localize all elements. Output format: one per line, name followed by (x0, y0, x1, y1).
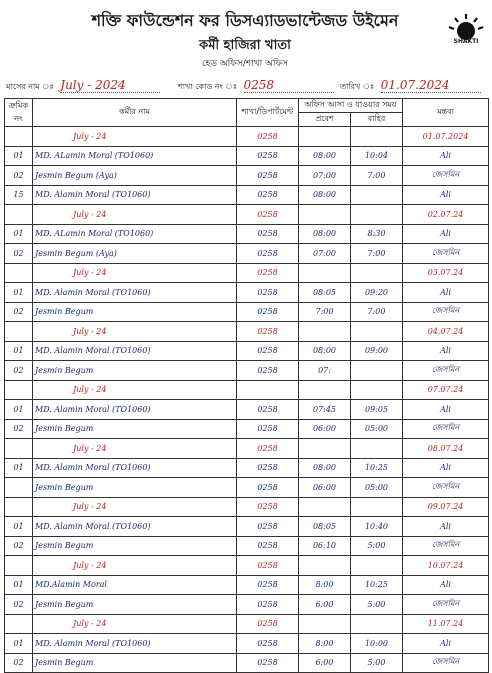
logo-text: SHAKTI (453, 38, 479, 45)
serial-cell: 02 (5, 244, 33, 264)
exit-time-cell: 05:00 (351, 419, 403, 439)
name-cell: Jesmin Begum (Aya) (33, 244, 237, 264)
serial-cell: 01 (5, 146, 33, 166)
remarks-cell: 09.07.24 (403, 497, 489, 517)
entry-time-cell: 08:00 (299, 458, 351, 478)
entry-header: প্রবেশ (299, 113, 351, 127)
exit-time-cell: 10:04 (351, 146, 403, 166)
name-cell: MD. Alamin Moral (TO1060) (33, 458, 237, 478)
remarks-cell: Ali (403, 400, 489, 420)
name-cell: July - 24 (33, 380, 237, 400)
month-field (6, 78, 160, 92)
serial-cell: 02 (5, 166, 33, 186)
branch-cell: 0258 (237, 244, 299, 264)
serial-cell: 01 (5, 517, 33, 537)
exit-time-cell (351, 361, 403, 381)
table-row (5, 653, 489, 673)
remarks-cell: জেসমিন (403, 361, 489, 381)
branch-cell: 0258 (237, 283, 299, 303)
branch-cell: 0258 (237, 185, 299, 205)
branch-cell: 0258 (237, 302, 299, 322)
branch-cell: 0258 (237, 361, 299, 381)
remarks-cell: 04.07.24 (403, 322, 489, 342)
exit-time-cell: 5:00 (351, 595, 403, 615)
branch-cell: 0258 (237, 400, 299, 420)
month-label: মাসের নাম ঃ (6, 82, 54, 91)
exit-time-cell (351, 127, 403, 147)
branch-cell: 0258 (237, 439, 299, 459)
table-row (5, 361, 489, 381)
exit-time-cell: 10:25 (351, 575, 403, 595)
exit-time-cell (351, 380, 403, 400)
table-row (5, 302, 489, 322)
entry-time-cell: 07:45 (299, 400, 351, 420)
entry-time-cell (299, 439, 351, 459)
name-cell: MD. ALamin Moral (TO1060) (33, 224, 237, 244)
branch-cell: 0258 (237, 575, 299, 595)
remarks-cell: 03.07.24 (403, 263, 489, 283)
register-header (0, 0, 492, 92)
remarks-header: মন্তব্য (403, 99, 489, 127)
branch-header: শাখা/ডিপার্টমেন্ট (237, 99, 299, 127)
name-cell: July - 24 (33, 322, 237, 342)
name-cell: July - 24 (33, 556, 237, 576)
branch-code-field (178, 78, 334, 92)
entry-time-cell: 6:00 (299, 595, 351, 615)
serial-cell (5, 614, 33, 634)
entry-time-cell (299, 322, 351, 342)
remarks-cell: জেসমিন (403, 244, 489, 264)
branch-cell: 0258 (237, 653, 299, 673)
branch-code-label: শাখা কোড নং ঃ (178, 82, 237, 91)
serial-cell (5, 322, 33, 342)
exit-time-cell: 10:25 (351, 458, 403, 478)
name-cell: Jesmin Begum (33, 302, 237, 322)
exit-time-cell (351, 185, 403, 205)
date-row (5, 497, 489, 517)
remarks-cell: Ali (403, 283, 489, 303)
table-row (5, 595, 489, 615)
remarks-cell: Ali (403, 185, 489, 205)
serial-cell: 01 (5, 458, 33, 478)
name-cell: MD. Alamin Moral (TO1060) (33, 341, 237, 361)
entry-time-cell (299, 380, 351, 400)
name-cell: Jesmin Begum (33, 536, 237, 556)
table-row (5, 341, 489, 361)
remarks-cell: Ali (403, 634, 489, 654)
serial-cell: 01 (5, 341, 33, 361)
name-cell: July - 24 (33, 497, 237, 517)
serial-cell: 02 (5, 302, 33, 322)
entry-time-cell: 08:00 (299, 224, 351, 244)
remarks-cell: 10.07.24 (403, 556, 489, 576)
serial-cell: 02 (5, 361, 33, 381)
entry-time-cell (299, 614, 351, 634)
entry-time-cell: 08:00 (299, 341, 351, 361)
date-value: 01.07.2024 (381, 78, 481, 93)
exit-time-cell (351, 205, 403, 225)
exit-time-cell: 05:00 (351, 478, 403, 498)
table-row (5, 536, 489, 556)
name-cell: July - 24 (33, 614, 237, 634)
name-cell: MD.Alamin Moral (33, 575, 237, 595)
table-row (5, 400, 489, 420)
date-row (5, 322, 489, 342)
exit-time-cell: 5:00 (351, 536, 403, 556)
time-group-header: অফিস আসা ও যাওয়ার সময় (299, 99, 403, 113)
name-cell: MD. Alamin Moral (TO1060) (33, 517, 237, 537)
branch-cell: 0258 (237, 478, 299, 498)
office-title: হেড অফিস/শাখা অফিস (202, 59, 288, 69)
branch-cell: 0258 (237, 205, 299, 225)
remarks-cell: 02.07.24 (403, 205, 489, 225)
table-row (5, 458, 489, 478)
branch-cell: 0258 (237, 263, 299, 283)
remarks-cell: Ali (403, 146, 489, 166)
date-label: তারিখ ঃ (340, 82, 375, 91)
date-row (5, 556, 489, 576)
exit-time-cell: 7:00 (351, 302, 403, 322)
register-title: কর্মী হাজিরা খাতা (199, 38, 291, 53)
remarks-cell: 11.07.24 (403, 614, 489, 634)
entry-time-cell: 08:05 (299, 517, 351, 537)
serial-cell: 01 (5, 224, 33, 244)
exit-time-cell (351, 614, 403, 634)
entry-time-cell (299, 205, 351, 225)
entry-time-cell: 6:00 (299, 653, 351, 673)
serial-cell (5, 263, 33, 283)
remarks-cell: Ali (403, 458, 489, 478)
serial-cell: 01 (5, 283, 33, 303)
serial-cell: 01 (5, 400, 33, 420)
attendance-table (4, 98, 489, 673)
branch-cell: 0258 (237, 224, 299, 244)
entry-time-cell (299, 556, 351, 576)
name-cell: July - 24 (33, 439, 237, 459)
branch-cell: 0258 (237, 341, 299, 361)
remarks-cell: জেসমিন (403, 166, 489, 186)
branch-cell: 0258 (237, 146, 299, 166)
exit-time-cell: 09:00 (351, 341, 403, 361)
remarks-cell: Ali (403, 224, 489, 244)
name-cell: Jesmin Begum (33, 478, 237, 498)
serial-cell (5, 478, 33, 498)
branch-cell: 0258 (237, 614, 299, 634)
table-row (5, 224, 489, 244)
name-cell: MD. ALamin Moral (TO1060) (33, 146, 237, 166)
entry-time-cell: 7:00 (299, 302, 351, 322)
name-cell: Jesmin Begum (33, 361, 237, 381)
exit-time-cell: 09:20 (351, 283, 403, 303)
remarks-cell: 08.07.24 (403, 439, 489, 459)
serial-header: ক্রমিক নং (5, 99, 33, 127)
branch-cell: 0258 (237, 556, 299, 576)
exit-time-cell (351, 439, 403, 459)
entry-time-cell: 08:00 (299, 185, 351, 205)
entry-time-cell: 8:00 (299, 634, 351, 654)
remarks-cell: Ali (403, 517, 489, 537)
exit-time-cell: 09:05 (351, 400, 403, 420)
exit-time-cell (351, 263, 403, 283)
branch-cell: 0258 (237, 595, 299, 615)
exit-time-cell: 7:00 (351, 244, 403, 264)
remarks-cell: জেসমিন (403, 595, 489, 615)
serial-cell: 02 (5, 653, 33, 673)
serial-cell (5, 439, 33, 459)
branch-cell: 0258 (237, 166, 299, 186)
entry-time-cell: 06:10 (299, 536, 351, 556)
table-row (5, 517, 489, 537)
exit-time-cell (351, 497, 403, 517)
date-row (5, 127, 489, 147)
serial-cell (5, 127, 33, 147)
name-cell: MD. Alamin Moral (TO1060) (33, 400, 237, 420)
table-row (5, 283, 489, 303)
entry-time-cell (299, 263, 351, 283)
entry-time-cell: 06:00 (299, 419, 351, 439)
remarks-cell: Ali (403, 575, 489, 595)
name-cell: Jesmin Begum (33, 653, 237, 673)
exit-header: বাহির (351, 113, 403, 127)
serial-cell: 01 (5, 575, 33, 595)
exit-time-cell: 5:00 (351, 653, 403, 673)
name-cell: Jesmin Begum (33, 595, 237, 615)
table-row (5, 575, 489, 595)
remarks-cell: জেসমিন (403, 302, 489, 322)
name-cell: July - 24 (33, 205, 237, 225)
table-row (5, 634, 489, 654)
table-row (5, 244, 489, 264)
date-row (5, 380, 489, 400)
name-cell: MD. Alamin Moral (TO1060) (33, 634, 237, 654)
organization-title: শক্তি ফাউন্ডেশন ফর ডিসএ্যাডভান্টেজড উইমেন (91, 11, 399, 30)
branch-cell: 0258 (237, 458, 299, 478)
serial-cell (5, 205, 33, 225)
name-cell: July - 24 (33, 263, 237, 283)
date-row (5, 205, 489, 225)
remarks-cell: জেসমিন (403, 419, 489, 439)
branch-code-value: 0258 (244, 78, 334, 93)
branch-cell: 0258 (237, 419, 299, 439)
entry-time-cell: 07:00 (299, 244, 351, 264)
serial-cell: 02 (5, 595, 33, 615)
name-header: কর্মীর নাম (33, 99, 237, 127)
serial-cell: 15 (5, 185, 33, 205)
exit-time-cell: 10:40 (351, 517, 403, 537)
exit-time-cell: 7:00 (351, 166, 403, 186)
exit-time-cell (351, 556, 403, 576)
entry-time-cell: 07: (299, 361, 351, 381)
date-field (340, 78, 481, 92)
entry-time-cell: 08:00 (299, 146, 351, 166)
table-row (5, 478, 489, 498)
branch-cell: 0258 (237, 634, 299, 654)
name-cell: Jesmin Begum (Aya) (33, 166, 237, 186)
table-row (5, 185, 489, 205)
name-cell: July - 24 (33, 127, 237, 147)
exit-time-cell: 10:00 (351, 634, 403, 654)
branch-cell: 0258 (237, 517, 299, 537)
exit-time-cell (351, 322, 403, 342)
branch-cell: 0258 (237, 322, 299, 342)
remarks-cell: 01.07.2024 (403, 127, 489, 147)
branch-cell: 0258 (237, 127, 299, 147)
branch-cell (237, 380, 299, 400)
serial-cell (5, 556, 33, 576)
remarks-cell: 07.07.24 (403, 380, 489, 400)
entry-time-cell: 8:00 (299, 575, 351, 595)
remarks-cell: জেসমিন (403, 653, 489, 673)
entry-time-cell: 06:00 (299, 478, 351, 498)
attendance-rows (5, 127, 489, 673)
serial-cell (5, 380, 33, 400)
date-row (5, 614, 489, 634)
name-cell: MD. Alamin Moral (TO1060) (33, 185, 237, 205)
entry-time-cell (299, 127, 351, 147)
serial-cell (5, 497, 33, 517)
serial-cell: 02 (5, 419, 33, 439)
name-cell: Jesmin Begum (33, 419, 237, 439)
branch-cell: 0258 (237, 497, 299, 517)
branch-cell: 0258 (237, 536, 299, 556)
remarks-cell: Ali (403, 341, 489, 361)
month-value: July - 2024 (60, 78, 160, 93)
table-row (5, 146, 489, 166)
date-row (5, 263, 489, 283)
exit-time-cell: 8:30 (351, 224, 403, 244)
table-row (5, 419, 489, 439)
entry-time-cell: 08:05 (299, 283, 351, 303)
date-row (5, 439, 489, 459)
name-cell: MD. Alamin Moral (TO1060) (33, 283, 237, 303)
remarks-cell: জেসমিন (403, 536, 489, 556)
entry-time-cell (299, 497, 351, 517)
serial-cell: 02 (5, 536, 33, 556)
serial-cell: 01 (5, 634, 33, 654)
entry-time-cell: 07:00 (299, 166, 351, 186)
remarks-cell: জেসমিন (403, 478, 489, 498)
table-row (5, 166, 489, 186)
